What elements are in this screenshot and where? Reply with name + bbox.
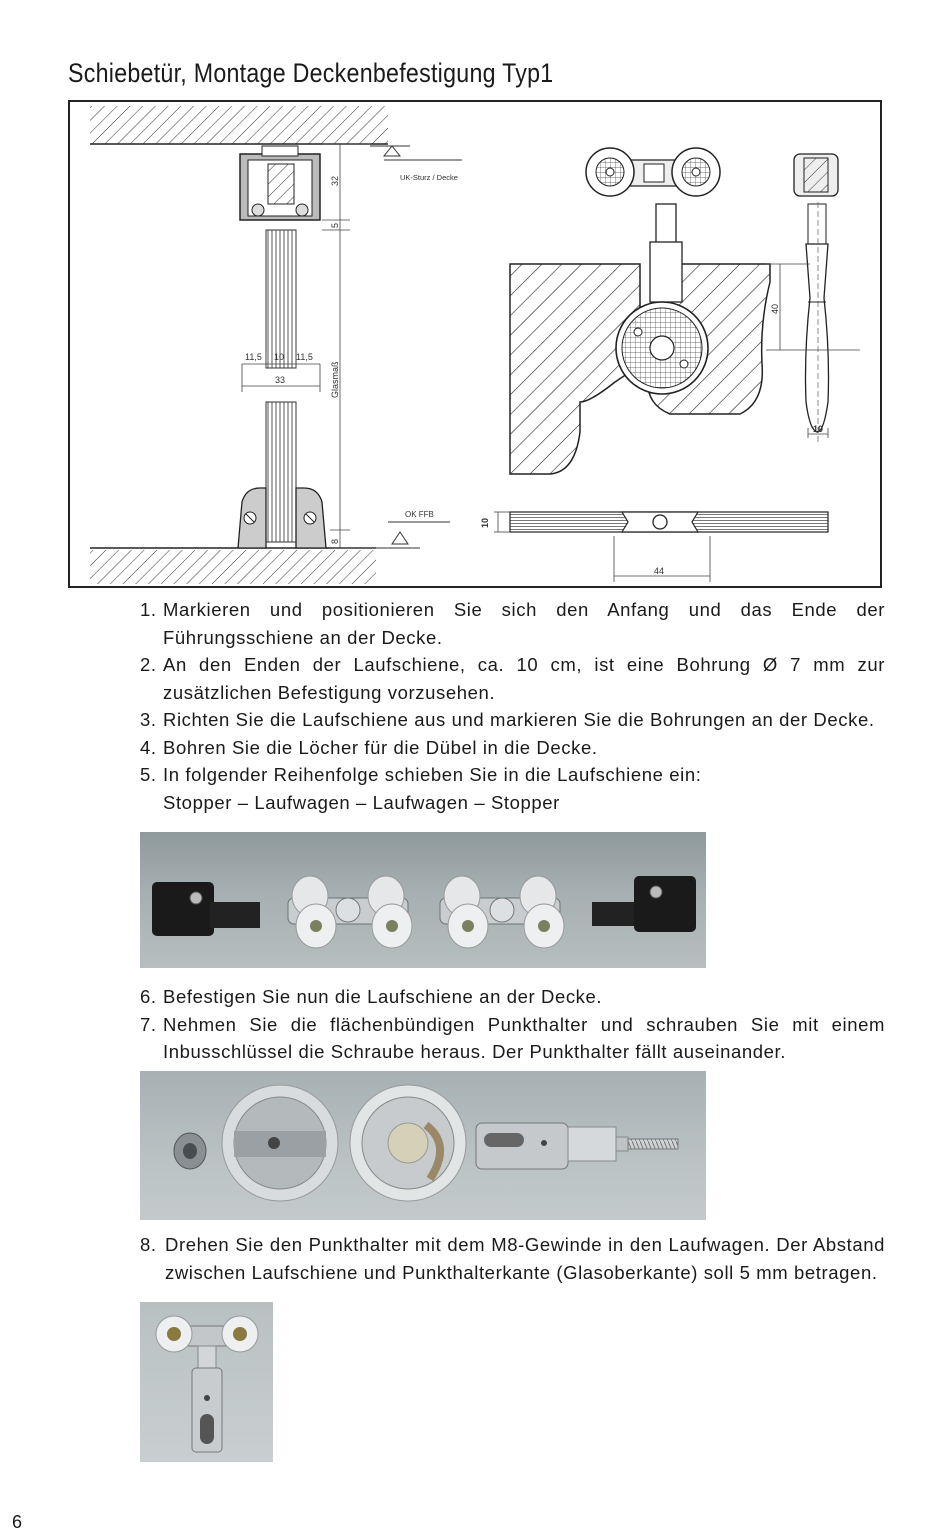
threaded-holder — [476, 1123, 678, 1169]
small-nut — [174, 1133, 206, 1169]
technical-drawing — [68, 100, 882, 588]
top-track-profile — [240, 146, 320, 220]
glasmass-label: Glasmaß — [330, 361, 340, 398]
step-7: 7. Nehmen Sie die flächenbündigen Punkthalter und schrauben Sie mit einem Inbusschlüssel die Schraube heraus. Der Punkthalter fällt auseinander. — [140, 1013, 885, 1062]
stopper-left — [152, 882, 260, 936]
dim-11-5-left-label: 11,5 — [245, 352, 262, 362]
floor-section — [90, 548, 376, 584]
step-1: 1. Markieren und positionieren Sie sich den Anfang und das Ende der Führungsschiene an der Decke. — [140, 599, 885, 648]
page-number: 6 — [12, 1512, 23, 1532]
carriage-section — [510, 204, 770, 474]
steps-list-1 — [140, 596, 885, 816]
photo-assembled-holder — [140, 1302, 273, 1462]
holder-disc-left — [222, 1085, 338, 1201]
dim-44-label: 44 — [654, 566, 665, 576]
dim-11-5-right-label: 11,5 — [296, 352, 313, 362]
ok-ffb-label: OK FFB — [405, 510, 434, 519]
dim-5-label: 5 — [330, 222, 340, 228]
step-8: 8. Drehen Sie den Punkthalter mit dem M8-Gewinde in den Laufwagen. Der Abstand zwischen Laufschiene und Punkthalterkante (Glasoberkante) soll 5 mm betragen. — [140, 1234, 885, 1283]
carriage-left — [288, 876, 412, 948]
dim-10-rail-label: 10 — [480, 517, 490, 528]
dim-40-label: 40 — [770, 303, 780, 314]
step-4: 4. Bohren Sie die Löcher für die Dübel in die Decke. — [140, 736, 598, 758]
uk-sturz-label: UK-Sturz / Decke — [400, 173, 458, 182]
dim-10-label: 10 — [274, 352, 285, 362]
steps-list-2 — [140, 983, 885, 1066]
photo-point-holder-parts — [140, 1071, 706, 1220]
rail-profile — [510, 512, 828, 532]
uk-sturz-marker — [370, 146, 462, 160]
step-6: 6. Befestigen Sie nun die Laufschiene an der Decke. — [140, 986, 603, 1007]
holder-disc-right — [350, 1085, 466, 1201]
ceiling-section — [90, 106, 388, 144]
dim-33-label: 33 — [275, 375, 286, 385]
step-2: 2. An den Enden der Laufschiene, ca. 10 cm, ist eine Bohrung Ø 7 mm zur zusätzlichen Befestigung vorzusehen. — [140, 654, 885, 703]
dim-8-label: 8 — [330, 538, 340, 544]
carriage-top-view — [586, 148, 720, 196]
photo-stoppers-carriages — [140, 832, 706, 968]
vertical-dimensions — [322, 144, 380, 548]
ok-ffb-marker — [376, 522, 450, 548]
dim-32-label: 32 — [330, 175, 340, 186]
step-5: 5. In folgender Reihenfolge schieben Sie in die Laufschiene ein: Stopper – Laufwagen – Laufwagen – Stopper — [140, 764, 702, 813]
dim-10-side-label: 10 — [813, 424, 824, 434]
step-3: 3. Richten Sie die Laufschiene aus und markieren Sie die Bohrungen an der Decke. — [140, 709, 875, 730]
carriage-right — [440, 876, 564, 948]
page-title: Schiebetür, Montage Deckenbefestigung Typ1 — [68, 58, 554, 88]
stopper-right — [592, 876, 696, 932]
carriage-side-view — [794, 154, 838, 442]
steps-list-3 — [140, 1231, 885, 1286]
